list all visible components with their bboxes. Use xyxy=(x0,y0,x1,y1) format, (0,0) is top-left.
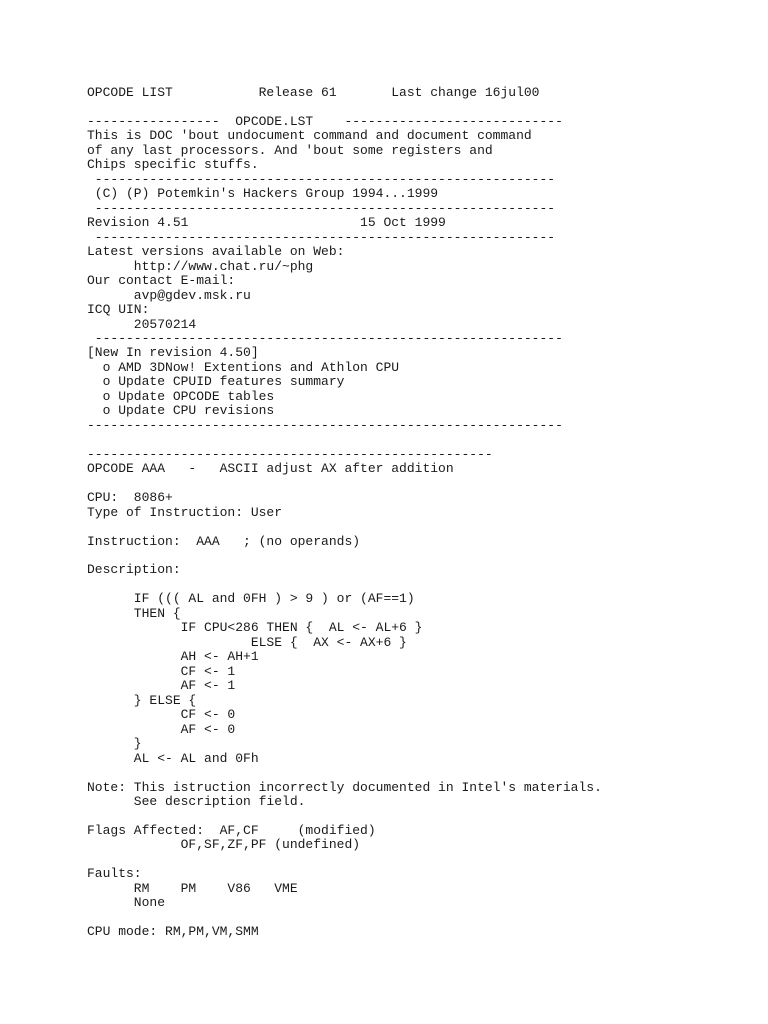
text-line: } ELSE { xyxy=(87,692,197,708)
text-line: ICQ UIN: xyxy=(87,302,150,318)
text-line: [New In revision 4.50] xyxy=(87,345,259,361)
text-line xyxy=(87,433,737,447)
text-line xyxy=(87,100,737,114)
text-line: Description: xyxy=(87,562,181,578)
text-line: Flags Affected: AF,CF (modified) xyxy=(87,822,376,838)
text-line: Note: This istruction incorrectly documented in Intel's materials. xyxy=(87,779,602,795)
text-line: OF,SF,ZF,PF (undefined) xyxy=(87,837,361,853)
text-line: o Update CPUID features summary xyxy=(87,374,345,390)
text-line xyxy=(87,766,737,780)
text-line: Chips specific stuffs. xyxy=(87,157,259,173)
document-text xyxy=(87,86,737,940)
text-line xyxy=(87,477,737,491)
text-line xyxy=(87,853,737,867)
text-line: AF <- 1 xyxy=(87,678,236,694)
text-line: ----------------------------------------------------------- xyxy=(87,229,556,245)
text-line: IF CPU<286 THEN { AL <- AL+6 } xyxy=(87,620,423,636)
text-line: o Update CPU revisions xyxy=(87,403,275,419)
text-line: ----------------------------------------------------------- xyxy=(87,171,556,187)
text-line xyxy=(87,520,737,534)
text-line: OPCODE LIST Release 61 Last change 16jul00 xyxy=(87,85,540,100)
text-line: of any last processors. And 'bout some registers and xyxy=(87,142,493,158)
text-line: ---------------------------------------------------- xyxy=(87,446,493,462)
text-line: ----------------- OPCODE.LST ---------------------------- xyxy=(87,113,563,129)
text-line: ELSE { AX <- AX+6 } xyxy=(87,634,407,650)
text-line: Revision 4.51 15 Oct 1999 xyxy=(87,215,446,231)
text-line: AL <- AL and 0Fh xyxy=(87,750,259,766)
text-line: OPCODE AAA - ASCII adjust AX after addition xyxy=(87,461,454,477)
text-line: Our contact E-mail: xyxy=(87,273,236,289)
text-line: avp@gdev.msk.ru xyxy=(87,287,251,303)
text-line: (C) (P) Potemkin's Hackers Group 1994...1999 xyxy=(87,186,439,202)
text-line: Instruction: AAA ; (no operands) xyxy=(87,533,361,549)
text-line: ------------------------------------------------------------ xyxy=(87,330,563,346)
text-line: Type of Instruction: User xyxy=(87,504,283,520)
text-line: } xyxy=(87,736,142,752)
text-line: IF ((( AL and 0FH ) > 9 ) or (AF==1) xyxy=(87,591,415,607)
text-line: CPU mode: RM,PM,VM,SMM xyxy=(87,924,259,940)
text-line: RM PM V86 VME xyxy=(87,880,298,896)
text-line: AH <- AH+1 xyxy=(87,649,259,665)
text-line xyxy=(87,549,737,563)
text-line: http://www.chat.ru/~phg xyxy=(87,258,314,274)
text-line: AF <- 0 xyxy=(87,721,236,737)
text-line: o AMD 3DNow! Extentions and Athlon CPU xyxy=(87,359,400,375)
text-line xyxy=(87,578,737,592)
text-line: CPU: 8086+ xyxy=(87,490,173,506)
text-line: ------------------------------------------------------------- xyxy=(87,417,563,433)
text-line: Faults: xyxy=(87,866,142,882)
text-line: THEN { xyxy=(87,605,181,621)
text-line: o Update OPCODE tables xyxy=(87,388,275,404)
text-line xyxy=(87,809,737,823)
text-line xyxy=(87,911,737,925)
text-line: 20570214 xyxy=(87,316,197,332)
text-line: CF <- 0 xyxy=(87,707,236,723)
text-line: None xyxy=(87,895,166,911)
text-line: Latest versions available on Web: xyxy=(87,244,345,260)
text-line: CF <- 1 xyxy=(87,663,236,679)
text-line: See description field. xyxy=(87,793,306,809)
text-line: This is DOC 'bout undocument command and document command xyxy=(87,128,532,144)
text-line: ----------------------------------------------------------- xyxy=(87,200,556,216)
